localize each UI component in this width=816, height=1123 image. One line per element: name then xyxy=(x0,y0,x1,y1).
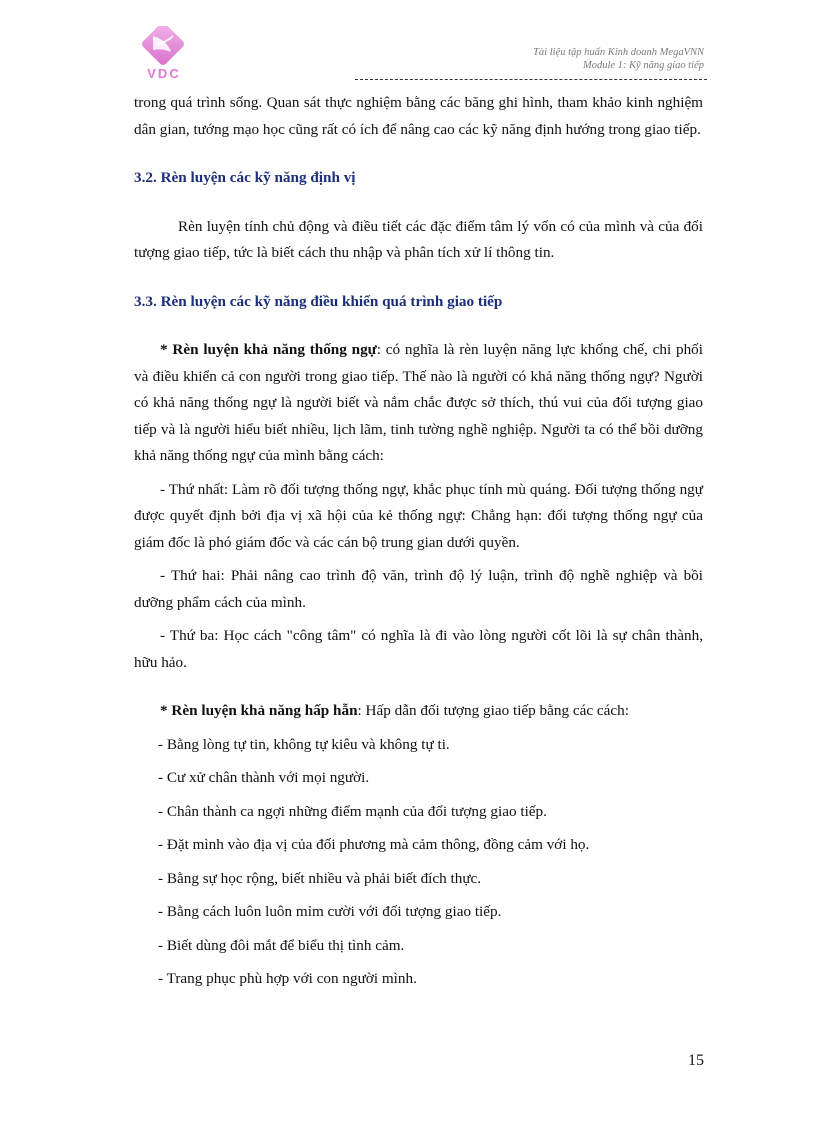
list-item: - Bằng sự học rộng, biết nhiều và phải biết đích thực. xyxy=(158,869,482,887)
header-divider xyxy=(355,79,707,80)
thong-ngu-point-1: - Thứ nhất: Làm rõ đối tượng thống ngự, khắc phục tính mù quáng. Đối tượng thống ngự được quyết định bởi địa vị xã hội của kẻ thống ngự: Chẳng hạn: đối tượng thống ngự của giám đốc là phó giám đốc và các cán bộ trung gian dưới quyền. xyxy=(134,480,703,551)
section-3-2-body: Rèn luyện tính chủ động và điều tiết các đặc điểm tâm lý vốn có của mình và của đối tượng giao tiếp, tức là biết cách thu nhập và phân tích xử lí thông tin. xyxy=(134,217,703,261)
hap-dan-body: : Hấp dẫn đối tượng giao tiếp bằng các cách: xyxy=(357,702,629,719)
thong-ngu-lead: * Rèn luyện khả năng thống ngự xyxy=(160,341,377,358)
list-item: - Đặt mình vào địa vị của đối phương mà cảm thông, đồng cảm với họ. xyxy=(158,836,590,853)
page-content xyxy=(134,90,703,993)
list-item: - Biết dùng đôi mắt để biểu thị tình cảm. xyxy=(158,936,405,954)
thong-ngu-body: : có nghĩa là rèn luyện năng lực khống chế, chi phối và điều khiển cả con người trong giao tiếp. Thế nào là người có khả năng thống ngự? Người có khả năng thống ngự là người biết và nắm chắc được sở thích, thú vui của đối tượng giao tiếp và là người hiểu biết nhiều, lịch lãm, tinh tường nghề nghiệp. Người ta có thể bồi dưỡng khả năng thống ngự của mình bằng cách: xyxy=(134,341,703,464)
section-3-3-heading: 3.3. Rèn luyện các kỹ năng điều khiển quá trình giao tiếp xyxy=(134,292,503,310)
hap-dan-paragraph xyxy=(134,698,703,725)
list-item: - Bằng lòng tự tin, không tự kiêu và không tự ti. xyxy=(158,735,450,753)
header-line-1: Tài liệu tập huấn Kinh doanh MegaVNN xyxy=(533,47,704,58)
thong-ngu-point-2: - Thứ hai: Phải nâng cao trình độ văn, trình độ lý luận, trình độ nghề nghiệp và bồi dưỡng phẩm cách của mình. xyxy=(134,567,703,611)
hap-dan-lead: * Rèn luyện khả năng hấp hẫn xyxy=(160,702,358,719)
header-line-2: Module 1: Kỹ năng giao tiếp xyxy=(582,60,704,71)
thong-ngu-paragraph xyxy=(134,337,703,470)
page-number: 15 xyxy=(688,1052,704,1069)
list-item: - Trang phục phù hợp với con người mình. xyxy=(158,970,417,987)
intro-paragraph: trong quá trình sống. Quan sát thực nghiệm bằng các băng ghi hình, tham khảo kinh nghiệm dân gian, tướng mạo học cũng rất có ích để nâng cao các kỹ năng định hướng trong giao tiếp. xyxy=(134,94,703,138)
section-3-2-heading: 3.2. Rèn luyện các kỹ năng định vị xyxy=(134,169,356,186)
thong-ngu-point-3: - Thứ ba: Học cách "công tâm" có nghĩa là đi vào lòng người cốt lõi là sự chân thành, hữu hảo. xyxy=(134,627,703,671)
running-header xyxy=(533,46,704,72)
list-item: - Cư xử chân thành với mọi người. xyxy=(158,769,370,786)
vdc-logo-icon xyxy=(133,26,195,80)
list-item: - Chân thành ca ngợi những điểm mạnh của đối tượng giao tiếp. xyxy=(158,802,547,820)
logo-text: VDC xyxy=(147,66,181,80)
list-item: - Bằng cách luôn luôn mỉm cười với đối tượng giao tiếp. xyxy=(158,903,502,920)
